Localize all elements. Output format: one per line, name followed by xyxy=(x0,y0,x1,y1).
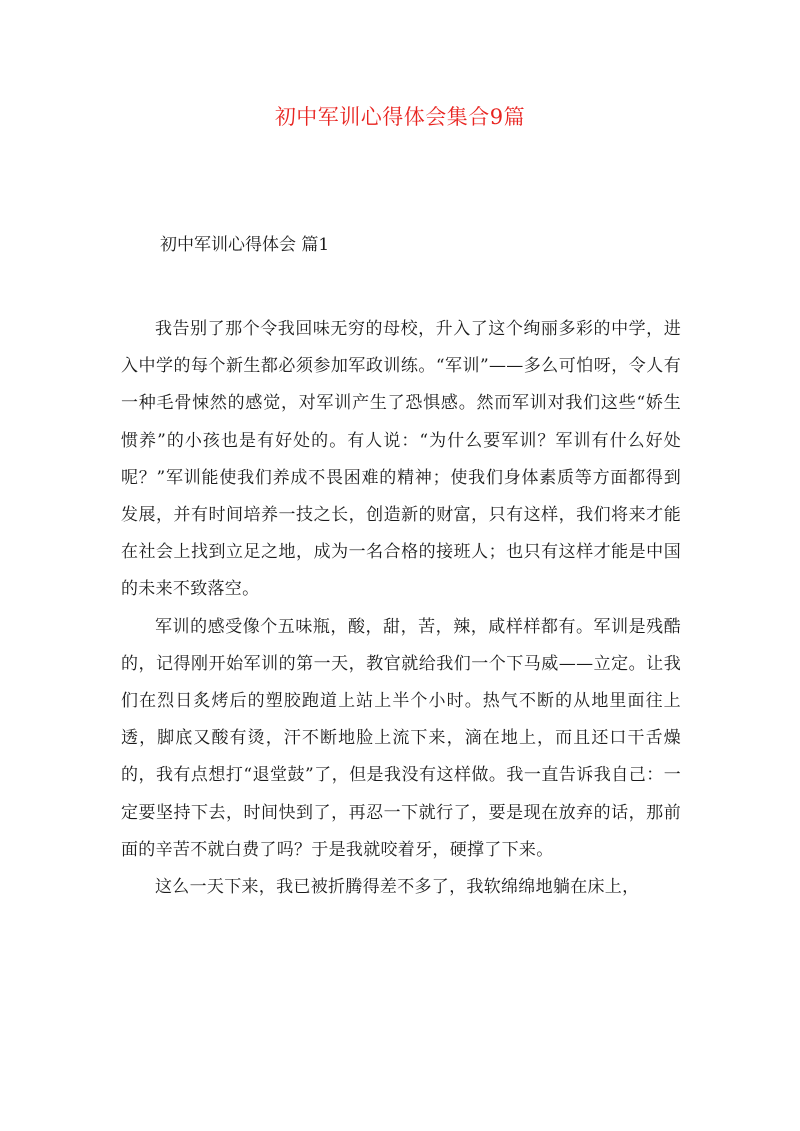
section-heading: 初中军训心得体会 篇1 xyxy=(160,235,330,255)
document-title: 初中军训心得体会集合9篇 xyxy=(274,105,526,129)
paragraph-3: 这么一天下来，我已被折腾得差不多了，我软绵绵地躺在床上， xyxy=(155,877,640,898)
body-text xyxy=(121,311,681,906)
paragraph-1: 我告别了那个令我回味无穷的母校，升入了这个绚丽多彩的中学，进入中学的每个新生都必须参加军政训练。“军训”——多么可怕呀，令人有一种毛骨悚然的感觉，对军训产生了恐惧感。然而军训对我们这些“娇生惯养”的小孩也是有好处的。有人说：“为什么要军训？军训有什么好处呢？”军训能使我们养成不畏困难的精神；使我们身体素质等方面都得到发展，并有时间培养一技之长，创造新的财富，只有这样，我们将来才能在社会上找到立足之地，成为一名合格的接班人；也只有这样才能是中国的未来不致落空。 xyxy=(121,319,681,600)
paragraph-2: 军训的感受像个五味瓶，酸，甜，苦，辣，咸样样都有。军训是残酷的，记得刚开始军训的第一天，教官就给我们一个下马威——立定。让我们在烈日炙烤后的塑胶跑道上站上半个小时。热气不断的从地里面往上透，脚底又酸有烫，汗不断地脸上流下来，滴在地上，而且还口干舌燥的，我有点想打“退堂鼓”了，但是我没有这样做。我一直告诉我自己：一定要坚持下去，时间快到了，再忍一下就行了，要是现在放弃的话，那前面的辛苦不就白费了吗？于是我就咬着牙，硬撑了下来。 xyxy=(121,616,681,860)
